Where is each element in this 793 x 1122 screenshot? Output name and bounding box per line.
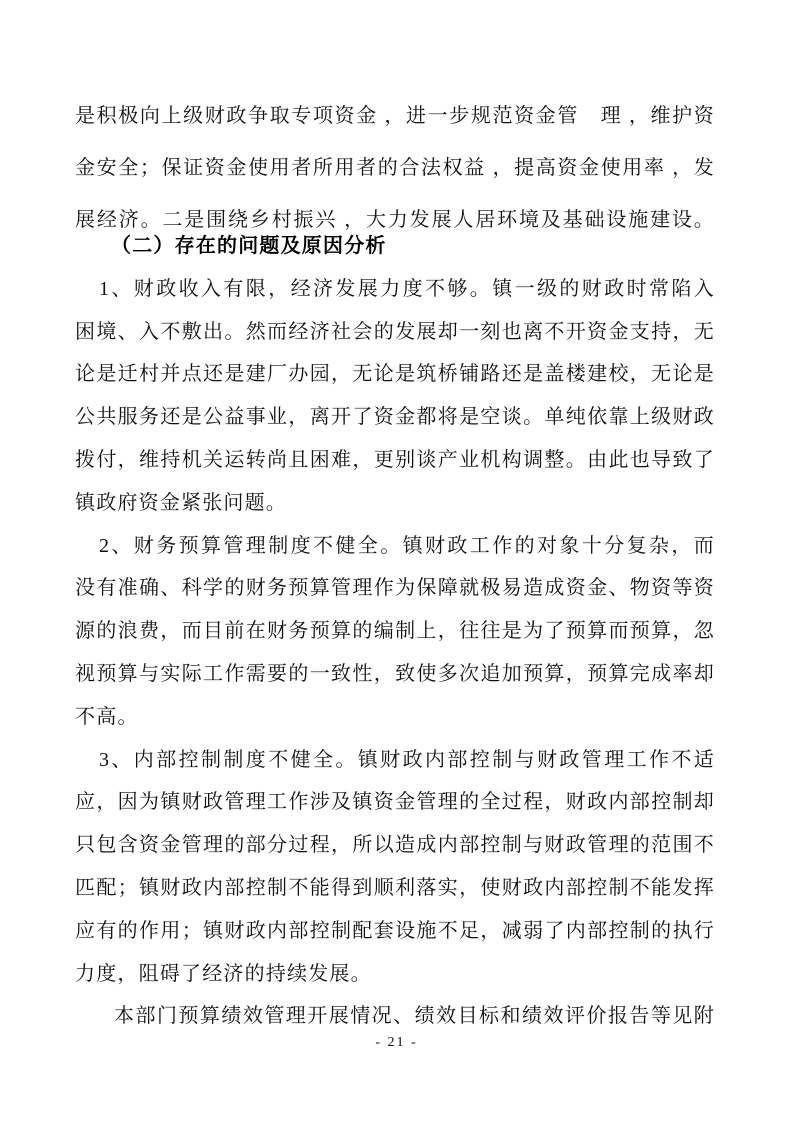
text-line: 力度，阻碍了经济的持续发展。 bbox=[75, 962, 372, 985]
text-column bbox=[75, 90, 715, 1038]
text-line: 拨付，维持机关运转尚且困难，更别谈产业机构调整。由此也导致了 bbox=[75, 448, 715, 471]
text-line: 应，因为镇财政管理工作涉及镇资金管理的全过程，财政内部控制却 bbox=[75, 791, 715, 814]
text-line: 本部门预算绩效管理开展情况、绩效目标和绩效评价报告等见附 bbox=[114, 1005, 715, 1028]
text-line: 展经济。二是围绕乡村振兴 ，大力发展人居环境及基础设施建设。 bbox=[75, 209, 715, 231]
text-line: 困境、入不敷出。然而经济社会的发展却一刻也离不开资金支持，无 bbox=[75, 320, 715, 343]
issue-paragraph-2 bbox=[75, 525, 715, 739]
text-line: 没有准确、科学的财务预算管理作为保障就极易造成资金、物资等资 bbox=[75, 577, 715, 600]
page-footer bbox=[0, 1035, 793, 1051]
section-heading: （二）存在的问题及原因分析 bbox=[111, 235, 387, 257]
issue-paragraph-3 bbox=[75, 739, 715, 996]
text-line: 匹配；镇财政内部控制不能得到顺利落实，使财政内部控制不能发挥 bbox=[75, 876, 715, 899]
text-line: 3、内部控制制度不健全。镇财政内部控制与财政管理工作不适 bbox=[99, 748, 715, 771]
text-line: 只包含资金管理的部分过程，所以造成内部控制与财政管理的范围不 bbox=[75, 834, 715, 857]
text-line: 源的浪费，而目前在财务预算的编制上，往往是为了预算而预算，忽 bbox=[75, 620, 715, 643]
text-line: 应有的作用；镇财政内部控制配套设施不足，减弱了内部控制的执行 bbox=[75, 919, 715, 942]
text-line: 是积极向上级财政争取专项资金 ，进一步规范资金管 理 ，维护资 bbox=[75, 105, 715, 127]
text-line: 2、财务预算管理制度不健全。镇财政工作的对象十分复杂，而 bbox=[99, 534, 715, 557]
section-body bbox=[75, 225, 715, 1038]
text-line: 公共服务还是公益事业，离开了资金都将是空谈。单纯依靠上级财政 bbox=[75, 406, 715, 429]
intro-paragraph bbox=[75, 90, 715, 246]
issue-paragraph-1 bbox=[75, 268, 715, 525]
text-line: 不高。 bbox=[75, 705, 139, 728]
text-line: 金安全；保证资金使用者所用者的合法权益 ，提高资金使用率 ，发 bbox=[75, 157, 715, 179]
text-line: 论是迁村并点还是建厂办园，无论是筑桥铺路还是盖楼建校，无论是 bbox=[75, 363, 715, 386]
page-number: - 21 - bbox=[375, 1035, 418, 1050]
text-line: 视预算与实际工作需要的一致性，致使多次追加预算，预算完成率却 bbox=[75, 662, 715, 685]
closing-paragraph bbox=[75, 995, 715, 1038]
text-line: 镇政府资金紧张问题。 bbox=[75, 491, 287, 514]
text-line: 1、财政收入有限，经济发展力度不够。镇一级的财政时常陷入 bbox=[99, 277, 715, 300]
